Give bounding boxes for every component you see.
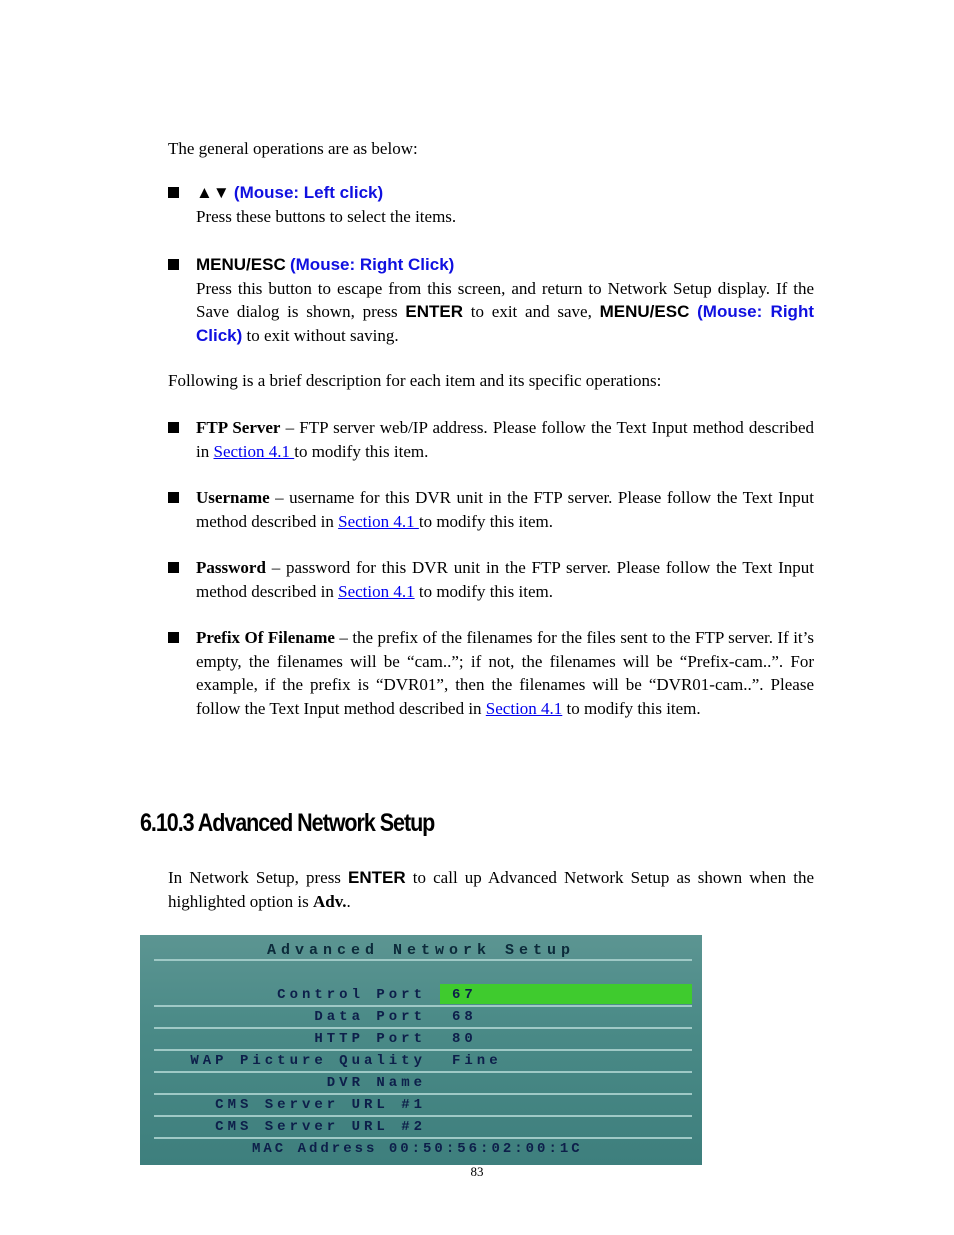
op-menu-key: MENU/ESC (196, 255, 286, 274)
adv-text: . (346, 891, 351, 911)
grid-line (154, 959, 692, 961)
row-label: CMS Server URL #2 (215, 1119, 426, 1135)
row-label: HTTP Port (314, 1031, 426, 1047)
item-prefix (168, 626, 814, 720)
row-value: 67 (452, 987, 477, 1003)
op-menu-mouse: (Mouse: Right Click) (289, 255, 455, 274)
screen-title: Advanced Network Setup (266, 942, 576, 959)
op-menu-desc-pre: Press this button to escape from this screen, and return to Network Setup display. If the Save dialog is shown, press (196, 278, 814, 321)
item-text: – username for this DVR unit in the FTP server. Please follow the Text Input method described in (196, 488, 814, 531)
screen-row-data-port (140, 1006, 702, 1026)
bullet-square-icon (168, 562, 179, 573)
item-password (168, 556, 814, 603)
item-username (168, 486, 814, 533)
op-arrows-mouse: (Mouse: Left click) (233, 183, 384, 202)
bullet-square-icon (168, 422, 179, 433)
row-value: 68 (452, 1009, 477, 1025)
adv-text: In Network Setup, press (168, 868, 349, 887)
item-text: to modify this item. (418, 511, 553, 531)
item-term: Prefix Of Filename (196, 628, 335, 647)
op-menu-key2: MENU/ESC (599, 302, 690, 321)
screen-row-wap-quality (140, 1050, 702, 1070)
screen-row-dvr-name (140, 1072, 702, 1092)
op-menu-esc (168, 253, 814, 347)
op-arrows-key: ▲▼ (196, 183, 230, 202)
row-value: Fine (452, 1053, 502, 1069)
item-text: to modify this item. (414, 581, 553, 601)
page-number: 83 (470, 1164, 484, 1179)
screen-row-http-port (140, 1028, 702, 1048)
row-label: DVR Name (326, 1075, 426, 1091)
screen-row-cms-url-1 (140, 1094, 702, 1114)
item-text: – password for this DVR unit in the FTP server. Please follow the Text Input method described in (196, 558, 814, 601)
item-ftp-server (168, 416, 814, 463)
screen-row-cms-url-2 (140, 1116, 702, 1136)
item-term: Username (196, 488, 270, 507)
screen-row-mac (140, 1138, 702, 1158)
adv-text: to call up Advanced Network Setup as shown when the highlighted option is (168, 868, 814, 911)
row-label: WAP Picture Quality (190, 1053, 426, 1069)
bullet-square-icon (168, 492, 179, 503)
mac-label (252, 1138, 583, 1162)
following-text: Following is a brief description for each item and its specific operations: (168, 371, 662, 390)
item-term: Password (196, 558, 266, 577)
section-heading: 6.10.3 Advanced Network Setup (140, 809, 435, 837)
section-link[interactable]: Section 4.1 (338, 511, 419, 531)
op-menu-desc-post: to exit without saving. (246, 325, 399, 345)
intro-text: The general operations are as below: (168, 139, 418, 158)
mac-value: 00:50:56:02:00:1C (388, 1141, 583, 1157)
item-text: – FTP server web/IP address. Please follow the Text Input method described in (196, 418, 814, 461)
screen-row-control-port (140, 984, 702, 1004)
op-arrows (168, 181, 814, 228)
op-arrows-desc: Press these buttons to select the items. (196, 206, 457, 226)
row-label: Data Port (314, 1009, 426, 1025)
op-menu-enter: ENTER (405, 302, 463, 321)
op-menu-desc-mid: to exit and save, (470, 302, 592, 321)
bullet-square-icon (168, 632, 179, 643)
mac-label-text: MAC Address (252, 1141, 378, 1157)
adv-bold: Adv. (312, 891, 347, 911)
item-text: – the prefix of the filenames for the files sent to the FTP server. If it’s empty, the filenames will be “cam..”; if not, the filenames will be “Prefix-cam..”. For example, if the prefix is “DVR01”, then the filenames will be “DVR01-cam..”. Please follow the Text Input method described in (196, 628, 814, 718)
op-menu-mouse2: (Mouse: Right Click) (196, 302, 814, 345)
item-text: to modify this item. (562, 698, 701, 718)
section-link[interactable]: Section 4.1 (338, 581, 415, 601)
row-label: CMS Server URL #1 (215, 1097, 426, 1113)
item-term: FTP Server (196, 418, 281, 437)
row-highlight (440, 984, 692, 1004)
dvr-screen-image (140, 935, 702, 1165)
row-value: 80 (452, 1031, 477, 1047)
bullet-square-icon (168, 187, 179, 198)
bullet-square-icon (168, 259, 179, 270)
adv-enter: ENTER (348, 868, 406, 887)
section-link[interactable]: Section 4.1 (213, 441, 295, 461)
item-text: to modify this item. (294, 441, 429, 461)
adv-paragraph (168, 866, 814, 913)
section-link[interactable]: Section 4.1 (485, 698, 563, 718)
row-label: Control Port (277, 987, 426, 1003)
